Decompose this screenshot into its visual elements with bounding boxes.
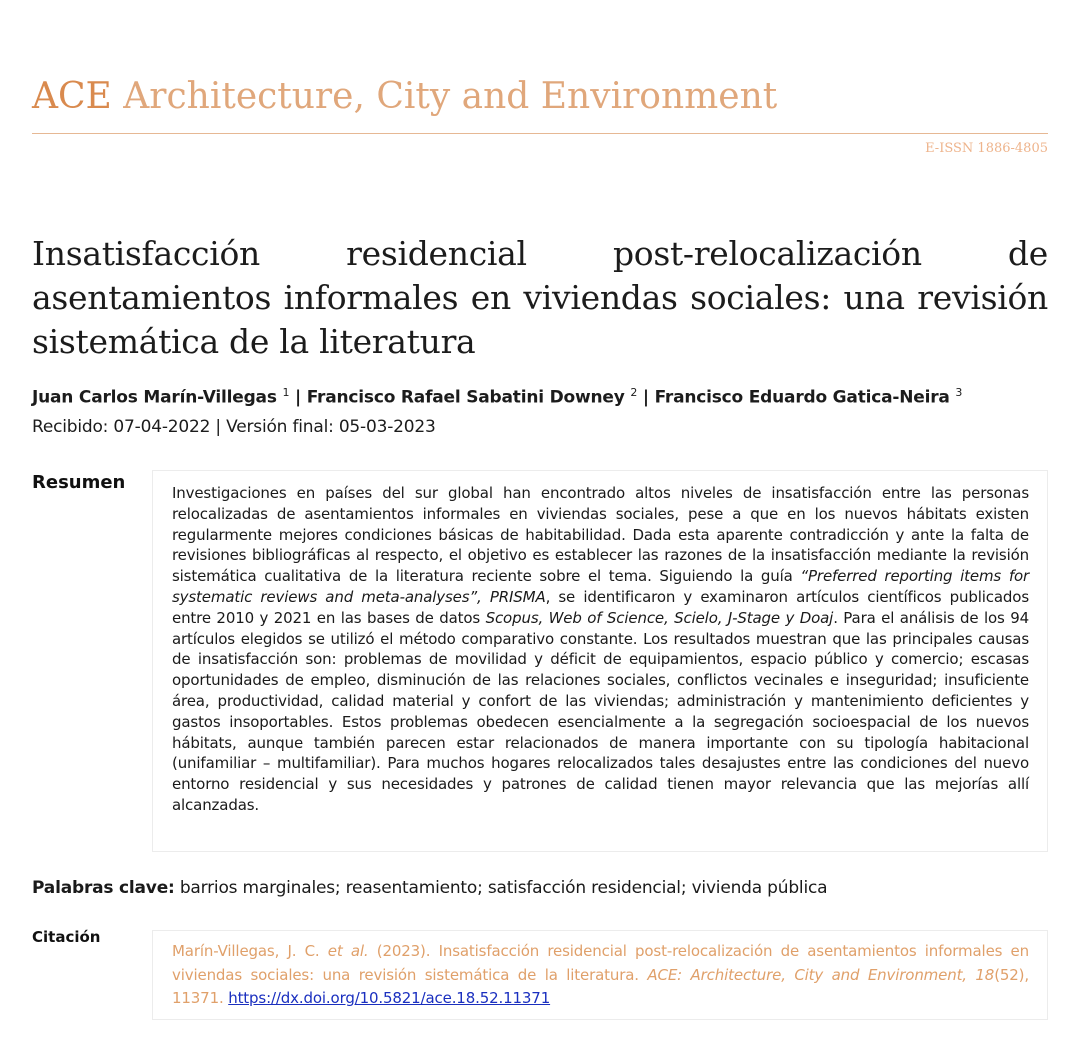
- keywords-label: Palabras clave:: [32, 878, 175, 898]
- citation-et-al: et al.: [327, 942, 369, 960]
- abstract-text: [172, 483, 1029, 816]
- author-list: [32, 386, 962, 408]
- author-affiliation: 1: [282, 386, 290, 399]
- citation-text: [172, 940, 1029, 1011]
- abstract-databases: Scopus, Web of Science, Scielo, J-Stage y Doaj: [485, 608, 834, 627]
- author-separator: |: [289, 387, 307, 408]
- journal-header: [32, 76, 777, 117]
- author-name: Juan Carlos Marín-Villegas: [32, 387, 277, 408]
- citation-issue: (52), 11371.: [172, 965, 1029, 1007]
- article-dates: Recibido: 07-04-2022 | Versión final: 05-03-2023: [32, 417, 436, 437]
- citation-journal: ACE: Architecture, City and Environment, 18: [647, 965, 995, 984]
- abstract-segment: Investigaciones en países del sur global han encontrado altos niveles de insatisfacción entre las personas relocalizadas de asentamientos informales en viviendas sociales, pese a que en los nuevos hábitats existen regularmente mejores condiciones básicas de habitabilidad. Dada esta aparente contradicción y ante la falta de revisiones bibliográficas al respecto, el objetivo es establecer las razones de la insatisfacción mediante la revisión sistemática cualitativa de la literatura reciente sobre el tema. Siguiendo la guía: [172, 484, 1029, 586]
- abstract-segment: , se identificaron y examinaron artículos científicos publicados entre 2010 y 2021 en las bases de datos: [172, 587, 1029, 627]
- abstract-guide-name: “Preferred reporting items for systematic reviews and meta-analyses”, PRISMA: [172, 567, 1029, 606]
- abstract-label: Resumen: [32, 472, 126, 493]
- author-name: Francisco Rafael Sabatini Downey: [306, 387, 625, 408]
- citation-authors: Marín-Villegas, J. C.: [172, 942, 328, 960]
- citation-label: Citación: [32, 928, 101, 946]
- doi-link[interactable]: https://dx.doi.org/10.5821/ace.18.52.11371: [228, 989, 551, 1007]
- header-divider: [32, 133, 1048, 134]
- author-name: Francisco Eduardo Gatica-Neira: [654, 387, 950, 408]
- keywords-text: barrios marginales; reasentamiento; satisfacción residencial; vivienda pública: [174, 878, 828, 898]
- journal-name: Architecture, City and Environment: [123, 76, 778, 117]
- journal-issn: E-ISSN 1886-4805: [925, 141, 1048, 156]
- abstract-segment: . Para el análisis de los 94 artículos elegidos se utilizó el método comparativo constante. Los resultados muestran que las principales causas de insatisfacción son: problemas de movilidad y déficit de equipamientos, espacio público y comercio; escasas oportunidades de empleo, disminución de las relaciones sociales, conflictos vecinales e inseguridad; insuficiente área, productividad, calidad material y confort de las viviendas; administración y mantenimiento deficientes y gastos insoportables. Estos problemas obedecen esencialmente a la segregación socioespacial de los nuevos hábitats, aunque también parecen estar relacionados de manera importante con su tipología habitacional (unifamiliar – multifamiliar). Para muchos hogares relocalizados tales desajustes entre las condiciones del nuevo entorno residencial y sus necesidades y patrones de calidad tienen mayor relevancia que las mejorías allí alcanzadas.: [172, 608, 1029, 814]
- author-affiliation: 2: [630, 386, 638, 399]
- keywords: [32, 878, 827, 898]
- journal-acronym: ACE: [32, 76, 112, 117]
- author-separator: |: [637, 387, 655, 408]
- citation-title: (2023). Insatisfacción residencial post-relocalización de asentamientos informales en viviendas sociales: una revisión sistemática de la literatura.: [172, 942, 1029, 984]
- author-affiliation: 3: [955, 386, 963, 399]
- article-title: Insatisfacción residencial post-relocalización de asentamientos informales en viviendas sociales: una revisión sistemática de la literatura: [32, 234, 1048, 361]
- abstract-box: [152, 470, 1048, 852]
- citation-box: [152, 930, 1048, 1020]
